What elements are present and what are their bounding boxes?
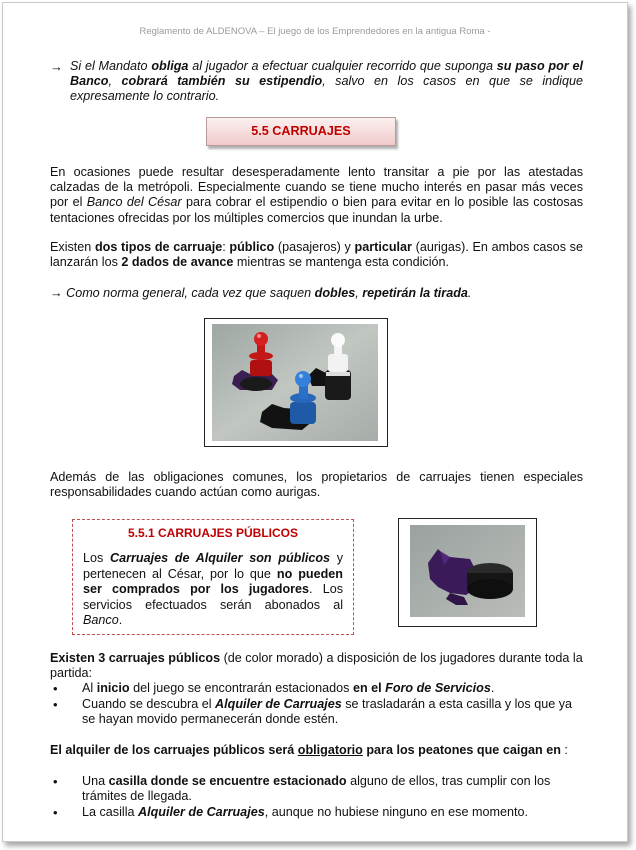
mandate-paragraph: Si el Mandato obliga al jugador a efectuar cualquier recorrido que suponga su paso por el Banco, cobrará también su estipendio, salvo en los casos en que se indique expresamente lo contrario. (70, 59, 583, 104)
public-count-paragraph: Existen 3 carruajes públicos (de color morado) a disposición de los jugadores durante toda la partida: (50, 651, 583, 681)
list-item: La casilla Alquiler de Carruajes, aunque no hubiese ninguno en ese momento. (82, 805, 528, 819)
carriage-photo-frame (398, 518, 537, 627)
rental-colon: : (564, 743, 568, 757)
pawns-photo (212, 324, 378, 441)
bullet-icon: • (53, 697, 58, 712)
mandatory-rental-paragraph: El alquiler de los carruajes públicos será obligatorio para los peatones que caigan en : (50, 743, 568, 757)
public-carriages-text: Los Carruajes de Alquiler son públicos y pertenecen al César, por lo que no pueden ser comprados por los jugadores. Los servicios efectuados serán abonados al Banco. (83, 551, 343, 628)
pawns-photo-frame (204, 318, 388, 447)
obligations-paragraph: Además de las obligaciones comunes, los propietarios de carruajes tienen especiales responsabilidades cuando actúan como aurigas. (50, 470, 583, 500)
intro-paragraph: En ocasiones puede resultar desesperadamente lento transitar a pie por las atestadas calzadas de la metrópoli. Especialmente cuando se tiene mucho interés en pasar más veces por el Banco del César para cobrar el estipendio o bien para evitar en lo posible las costosas tentaciones ofrecidas por los múltiples comercios que inundan la urbe. (50, 165, 583, 225)
list-item: Al inicio del juego se encontrarán estacionados en el Foro de Servicios. (82, 681, 495, 695)
public-carriages-box (72, 519, 354, 635)
list-item: Cuando se descubra el Alquiler de Carruajes se trasladarán a esta casilla y los que ya se hayan movido permanecerán donde estén. (82, 697, 573, 727)
running-header: Reglamento de ALDENOVA – El juego de los Emprendedores en la antigua Roma - (139, 26, 491, 37)
list-item: Una casilla donde se encuentre estacionado alguno de ellos, tras cumplir con los trámites de llegada. (82, 774, 551, 804)
document-page (2, 2, 628, 842)
arrow-icon: → (50, 59, 63, 74)
bullet-icon: • (53, 681, 58, 696)
section-title-5-5: 5.5 CARRUAJES (206, 117, 396, 146)
carriage-photo (410, 525, 525, 617)
bullet-icon: • (53, 774, 58, 789)
arrow-icon: → (50, 286, 67, 300)
subsection-title-5-5-1: 5.5.1 CARRUAJES PÚBLICOS (127, 526, 299, 540)
doubles-rule: → Como norma general, cada vez que saquen dobles, repetirán la tirada. (50, 286, 472, 300)
types-paragraph: Existen dos tipos de carruaje: público (pasajeros) y particular (aurigas). En ambos casos se lanzarán los 2 dados de avance mientras se mantenga esta condición. (50, 240, 583, 270)
bullet-icon: • (53, 805, 58, 820)
